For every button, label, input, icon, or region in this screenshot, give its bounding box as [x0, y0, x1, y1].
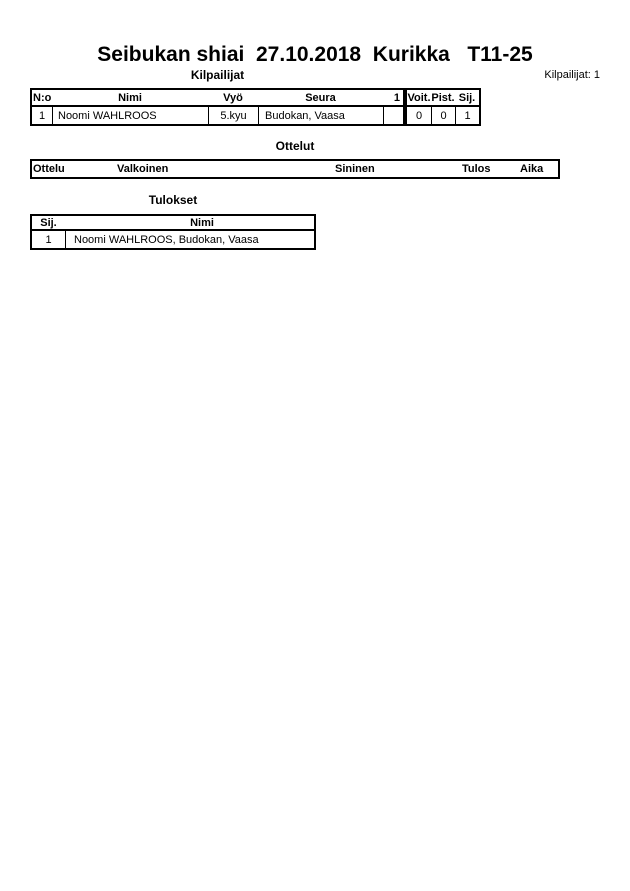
competitor-count-label: Kilpailijat: 1 [544, 69, 600, 81]
col-header-result: Tulos [462, 163, 491, 175]
competitors-table [30, 88, 405, 126]
score-header-row [407, 90, 479, 107]
col-header-result-rank: Sij. [40, 216, 57, 229]
matches-section-heading: Ottelut [275, 139, 315, 153]
col-header-rank: Sij. [458, 91, 476, 104]
col-header-opponent-1: 1 [393, 91, 400, 104]
col-header-no: N:o [33, 91, 52, 104]
col-header-club: Seura [305, 91, 336, 104]
competitors-section-heading: Kilpailijat [190, 68, 245, 82]
page-title: Seibukan shiai 27.10.2018 Kurikka T11-25 [97, 43, 533, 66]
col-header-belt: Vyö [223, 91, 243, 104]
cell-belt: 5.kyu [208, 107, 258, 124]
col-header-result-name: Nimi [190, 216, 214, 229]
cell-wins: 0 [415, 109, 423, 122]
competitors-score-table [405, 88, 481, 126]
cell-club: Budokan, Vaasa [258, 107, 383, 124]
col-header-wins: Voit. [407, 91, 431, 104]
results-table [30, 214, 316, 250]
cell-result-name: Noomi WAHLROOS, Budokan, Vaasa [65, 231, 314, 248]
col-header-points: Pist. [431, 91, 455, 104]
score-row [407, 107, 479, 124]
cell-name: Noomi WAHLROOS [52, 107, 208, 124]
cell-rank: 1 [455, 107, 479, 124]
col-header-time: Aika [520, 163, 544, 175]
col-header-blue: Sininen [335, 163, 375, 175]
cell-opponent-1 [383, 107, 403, 124]
col-header-name: Nimi [118, 91, 142, 104]
results-header-row [32, 216, 314, 231]
cell-points: 0 [431, 107, 455, 124]
competitors-header-row [32, 90, 403, 107]
results-section-heading: Tulokset [148, 193, 198, 207]
matches-table [30, 159, 560, 179]
cell-no: 1 [38, 109, 46, 122]
result-row [32, 231, 314, 248]
competitors-table-group [30, 88, 481, 126]
col-header-match: Ottelu [33, 163, 65, 175]
competitor-row [32, 107, 403, 124]
cell-result-rank: 1 [45, 233, 52, 246]
col-header-white: Valkoinen [117, 163, 169, 175]
